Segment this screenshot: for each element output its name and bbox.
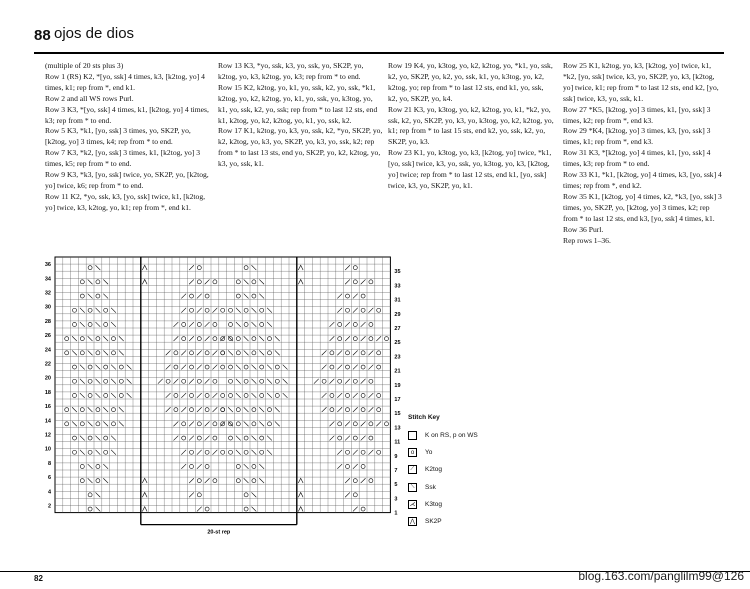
chart-row-number: 31 [394,297,401,304]
instructions-column-3 [388,61,554,192]
instruction-paragraph: Row 35 K1, [k2tog, yo] 4 times, k2, *k3, [yo, ssk] 3 times, yo, SK2P, yo, [k2tog, yo] 3 times, k2; rep from * to last 12 sts, end k3, [yo, ssk] 4 times, k1. [563,191,722,223]
instruction-paragraph: Row 23 K1, yo, k3tog, yo, k3, [k2tog, yo] twice, *k1, [yo, ssk] twice, k3, yo, ssk, yo, k3tog, yo, k3, [k2tog, yo] twice; rep from * to last 12 sts, end k1, [yo, ssk] twice, k3, yo, SK2P, yo, k1. [388,148,552,190]
instruction-paragraph: Row 21 K3, yo, k3tog, yo, k2, k2tog, yo, k1, *k2, yo, ssk, k2, yo, SK2P, yo, k3, yo, k3tog, yo, k2, k2tog, yo, k1; rep from * to last 15 sts, end k2, yo, ssk, k2, yo, SK2P, yo, k3. [388,104,554,147]
instruction-paragraph: (multiple of 20 sts plus 3) [45,61,124,70]
chart-row-number: 21 [394,368,401,375]
chart-row-number: 30 [44,304,51,311]
stitch-symbol-icon: ⟋ [408,465,417,474]
stitch-key-label: K2tog [425,466,442,474]
chart-row-number: 24 [44,347,51,354]
chart-row-number: 6 [47,475,51,482]
chart-row-number: 20 [44,375,51,382]
chart-row-number: 14 [44,418,51,425]
stitch-key-title: Stitch Key [408,414,440,421]
instruction-paragraph: Row 25 K1, k2tog, yo, k3, [k2tog, yo] twice, k1, *k2, [yo, ssk] twice, k3, yo, SK2P, yo, k3, [k2tog, yo] twice, k1; rep from * to last 12 sts, end k2, [yo, ssk] twice, k3, yo, ssk, k1. [563,61,719,103]
repeat-label: 20-st rep [207,529,231,536]
pattern-title: ojos de dios [54,25,135,42]
stitch-key-label: K on RS, p on WS [425,432,478,440]
chart-row-number: 12 [44,432,51,439]
instruction-paragraph: Row 27 *K5, [k2tog, yo] 3 times, k1, [yo, ssk] 3 times, k2; rep from *, end k3. [563,104,711,125]
chart-row-number: 1 [394,510,398,517]
chart-row-number: 32 [44,290,51,297]
instruction-paragraph: Row 36 Purl. [563,224,604,234]
instructions-column-2 [218,61,383,170]
stitch-key-item [408,444,478,461]
chart-row-number: 36 [44,262,51,269]
chart-row-number: 4 [47,489,51,496]
stitch-key-label: Ssk [425,483,436,491]
chart-row-number: 17 [394,397,401,403]
instructions-column-4 [563,61,723,246]
page-footer [0,566,750,589]
pattern-number: 88 [34,27,51,44]
chart-row-number: 15 [394,411,401,418]
page-number: 82 [34,574,43,583]
chart-row-number: 26 [44,333,51,340]
instruction-paragraph: Row 33 K1, *k1, [k2tog, yo] 4 times, k3, [yo, ssk] 4 times; rep from *, end k2. [563,170,722,190]
stitch-key [408,414,478,530]
stitch-key-item [408,427,478,444]
chart-row-number: 22 [44,361,51,368]
instruction-paragraph: Row 1 (RS) K2, *[yo, ssk] 4 times, k3, [k2tog, yo] 4 times, k1; rep from *, end k1. [45,71,205,92]
instruction-paragraph: Row 19 K4, yo, k3tog, yo, k2, k2tog, yo, *k1, yo, ssk, k2, yo, SK2P, yo, k2, yo, ssk, k1, yo, k3tog, yo, k2, k2tog, yo; rep from * to last 12 sts, end k1, yo, ssk, k2, yo, SK2P, yo, k4. [388,61,553,103]
chart-row-number: 16 [44,404,51,411]
instruction-paragraph: Row 9 K3, *k3, [yo, ssk] twice, yo, SK2P, yo, [k2tog, yo] twice, k6; rep from * to end. [45,170,209,190]
instruction-paragraph: Row 31 K3, *[k2tog, yo] 4 times, k1, [yo, ssk] 4 times, k3; rep from * to end. [563,148,711,169]
chart-row-number: 9 [394,453,398,460]
stitch-key-label: SK2P [425,518,442,526]
chart-row-number: 13 [394,425,401,432]
chart-row-number: 10 [44,446,51,453]
chart-row-number: 27 [394,326,401,332]
chart-row-number: 11 [394,439,401,446]
stitch-key-label: K3tog [425,500,442,508]
stitch-key-item [408,496,478,513]
chart-row-number: 18 [44,389,51,396]
instruction-paragraph: Row 29 *K4, [k2tog, yo] 3 times, k3, [yo, ssk] 3 times, k1; rep from *, end k3. [563,126,711,147]
chart-row-number: 5 [394,482,398,489]
stitch-key-label: Yo [425,449,433,457]
chart-row-number: 23 [394,354,401,361]
chart-row-number: 29 [394,311,401,318]
stitch-symbol-icon: ⋌ [409,501,416,508]
stitch-key-item [408,479,478,496]
knitting-chart [36,255,401,541]
instruction-paragraph: Row 5 K3, *k1, [yo, ssk] 3 times, yo, SK2P, yo, [k2tog, yo] 3 times, k4; rep from * to end. [45,126,191,147]
instruction-paragraph: Row 13 K3, *yo, ssk, k3, yo, ssk, yo, SK2P, yo, k2tog, yo, k3, k2tog, yo, k3; rep from * to end. [218,61,364,81]
chart-row-number: 19 [394,382,401,389]
instructions-column-1 [45,61,211,214]
instruction-paragraph: Row 15 K2, k2tog, yo, k1, yo, ssk, k2, yo, ssk, *k1, k2tog, yo, k2, k2tog, yo, k1, yo, ssk, yo, k3tog, yo, k1, yo, ssk, k2, yo, ssk; rep from * to last 12 sts, end k1, k2tog, yo, k2, k2tog, yo, k1, yo, ssk, k2. [218,82,378,125]
chart-row-number: 33 [394,283,401,290]
chart-row-number: 35 [394,269,401,276]
stitch-symbol-icon: ⟍ [408,483,417,492]
stitch-key-item [408,513,478,530]
stitch-symbol-icon: ⋀ [408,517,417,526]
chart-row-number: 8 [47,460,51,467]
instruction-paragraph: Row 3 K3, *[yo, ssk] 4 times, k1, [k2tog, yo] 4 times, k3; rep from * to end. [45,104,209,125]
instruction-paragraph: Row 11 K2, *yo, ssk, k3, [yo, ssk] twice, k1, [k2tog, yo] twice, k3, k2tog, yo, k1; rep from *, end k1. [45,191,206,212]
stitch-symbol-icon: o [408,448,417,457]
instruction-paragraph: Row 2 and all WS rows Purl. [45,93,134,103]
chart-row-number: 2 [47,503,51,510]
chart-row-number: 3 [394,496,398,503]
chart-row-number: 7 [394,468,398,474]
instruction-paragraph: Rep rows 1–36. [563,235,611,245]
stitch-key-item [408,461,478,478]
chart-row-number: 25 [394,340,401,347]
instruction-paragraph: Row 17 K1, k2tog, yo, k3, yo, ssk, k2, *yo, SK2P, yo, k2, k2tog, yo, k3, yo, SK2P, yo, k3, yo, ssk, k2; rep from * to last 13 sts, end yo, SK2P, yo, k2, k2tog, yo, k3, yo, ssk, k1. [218,126,383,169]
watermark: blog.163.com/panglilm99@126 [578,569,744,583]
chart-row-number: 28 [44,318,51,325]
stitch-symbol-icon [408,431,417,440]
page-header [34,20,724,54]
chart-row-number: 34 [44,276,51,283]
instruction-paragraph: Row 7 K3, *k2, [yo, ssk] 3 times, k1, [k2tog, yo] 3 times, k5; rep from * to end. [45,148,201,169]
